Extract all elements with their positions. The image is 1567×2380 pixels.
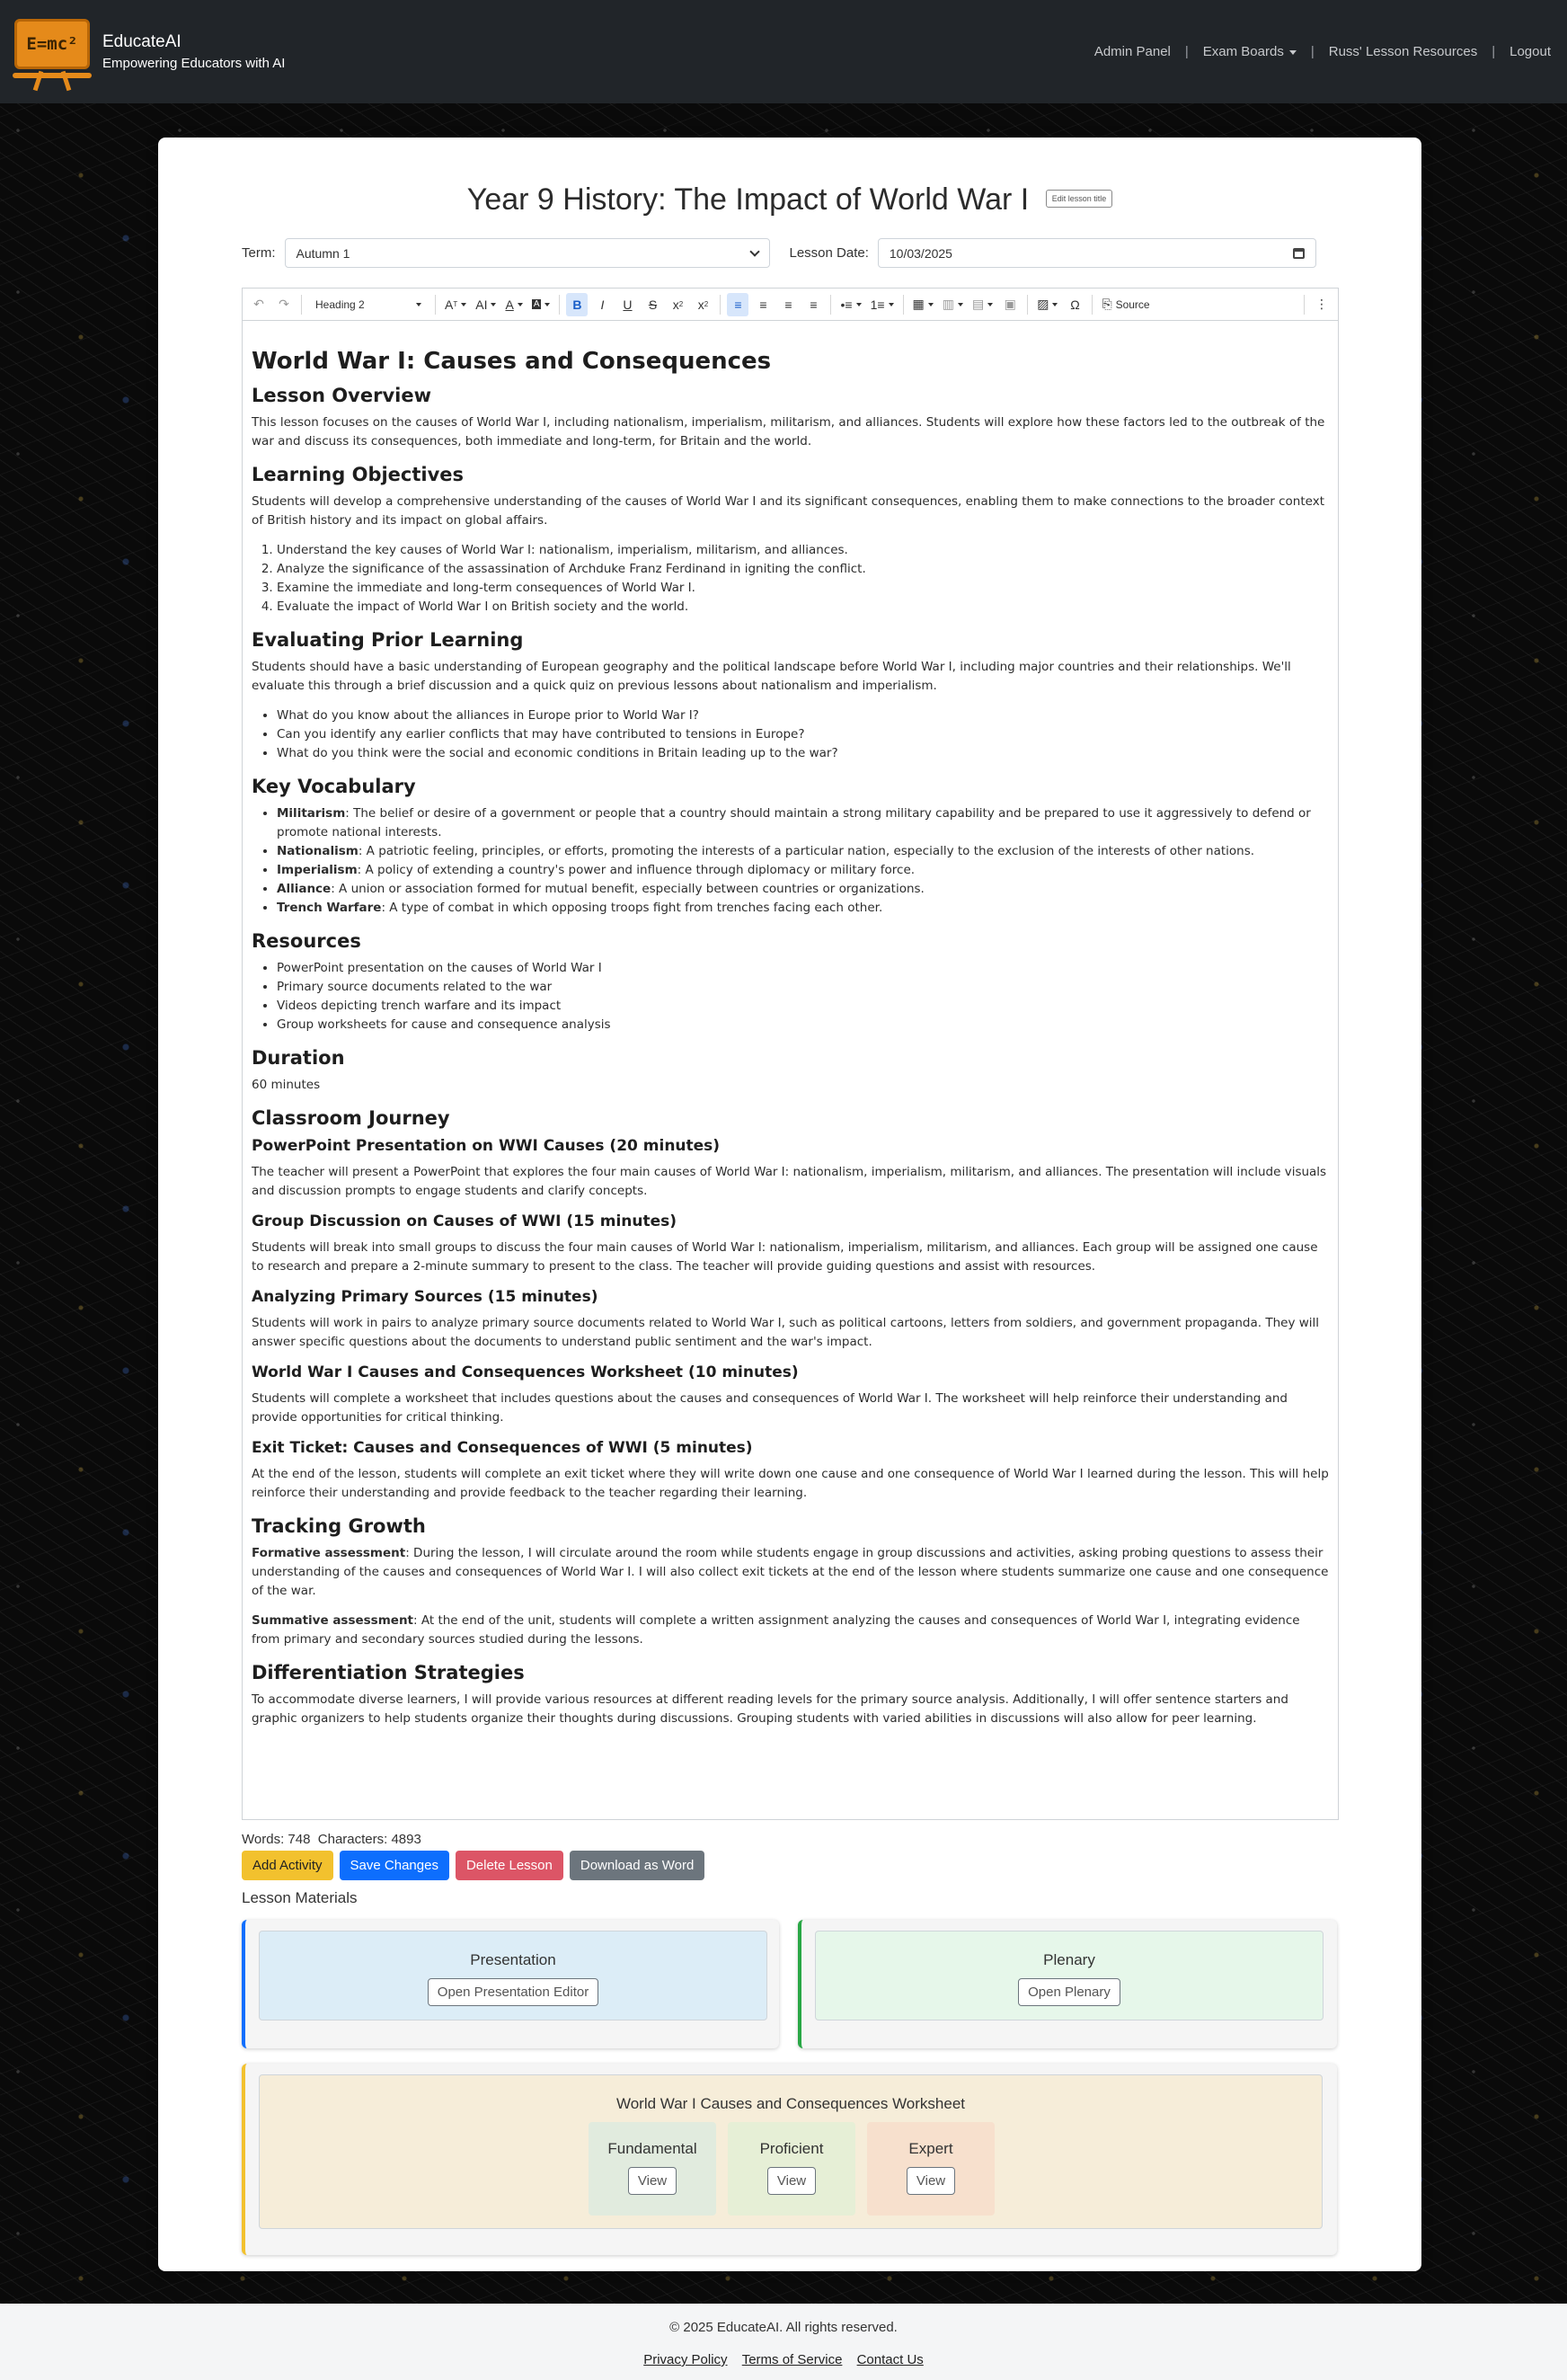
italic-icon[interactable]: I (600, 297, 605, 312)
delete-lesson-button[interactable]: Delete Lesson (456, 1851, 563, 1880)
lesson-materials-title: Lesson Materials (242, 1889, 358, 1906)
paragraph: Students will develop a comprehensive understanding of the causes of World War I and its significant consequences, enabling them to make connections to the broader context of British history and its impact on global affairs. (252, 494, 1324, 528)
brand[interactable] (13, 15, 285, 89)
vocabulary-list (277, 804, 1329, 918)
list-item: • Primary source documents related to the war (277, 978, 1329, 997)
paragraph: Students will complete a worksheet that includes questions about the causes and consequences of World War I. The worksheet will help reinforce their understanding and provide opportunities for critical thinking. (252, 1391, 1288, 1425)
assessment-term: Summative assessment (252, 1613, 414, 1628)
calendar-icon[interactable] (1293, 248, 1305, 259)
term-value: Autumn 1 (296, 245, 350, 261)
lesson-card (158, 138, 1421, 2271)
paragraph: To accommodate diverse learners, I will provide various resources at different reading levels for the primary source analysis. Additionally, I will offer sentence starters and graphic organizers to help students organize their thoughts during discussions. Grouping students with varied abilities in discussions will also allow for peer learning. (252, 1692, 1288, 1726)
action-buttons (242, 1851, 704, 1880)
paragraph (252, 1612, 1329, 1649)
view-fundamental-button[interactable]: View (628, 2167, 677, 2195)
section-heading: Classroom Journey (252, 1107, 450, 1129)
activity-heading: World War I Causes and Consequences Worksheet (10 minutes) (252, 1363, 799, 1381)
lesson-title: Year 9 History: The Impact of World War I (466, 182, 1030, 217)
level-fundamental (589, 2122, 716, 2216)
prior-questions-list (277, 706, 1329, 763)
paragraph: Students should have a basic understanding of European geography and the political landscape before World War I, including major countries and their relationships. We'll evaluate this through a brief discussion and a quick quiz on previous lessons about nationalism and imperialism. (252, 660, 1291, 693)
list-item (277, 899, 1329, 918)
section-heading: Lesson Overview (252, 385, 431, 406)
content-heading: World War I: Causes and Consequences (252, 348, 772, 375)
worksheet-card (242, 2064, 1337, 2255)
section-heading: Tracking Growth (252, 1515, 426, 1537)
redo-icon[interactable]: ↷ (279, 297, 289, 311)
vocab-definition: : A type of combat in which opposing troops fight from trenches facing each other. (381, 901, 883, 915)
section-heading: Key Vocabulary (252, 776, 416, 797)
view-expert-button[interactable]: View (907, 2167, 955, 2195)
nav-exam-boards-label: Exam Boards (1202, 44, 1284, 59)
assessment-text: : During the lesson, I will circulate around the room while students engage in group discussions and activities, asking probing questions to assess their understanding of the causes and consequences of World War I. I will also collect exit tickets at the end of the lesson where students summarize one cause and one consequence of the war. (252, 1546, 1329, 1598)
section-heading: Resources (252, 930, 361, 952)
background-color-icon[interactable]: A (529, 293, 553, 316)
heading-value: Heading 2 (315, 298, 365, 311)
special-characters-icon[interactable]: Ω (1070, 297, 1080, 312)
logo-text: E=mc² (14, 19, 90, 69)
nav-exam-boards[interactable] (1200, 44, 1300, 59)
word-count: Words: 748 Characters: 4893 (242, 1832, 421, 1847)
source-icon: ⎘ (1102, 297, 1112, 311)
list-item: 2. Analyze the significance of the assassination of Archduke Franz Ferdinand in igniting the conflict. (277, 560, 1329, 579)
merge-cells-icon[interactable]: ▣ (1004, 297, 1016, 311)
insert-image-icon[interactable]: ▨ (1034, 293, 1060, 316)
presentation-label: Presentation (470, 1951, 556, 1968)
vocab-definition: : A policy of extending a country's power and influence through diplomacy or military force. (357, 863, 916, 877)
list-item: • Videos depicting trench warfare and its impact (277, 997, 1329, 1016)
align-left-icon[interactable]: ≡ (727, 293, 748, 316)
paragraph: Students will break into small groups to discuss the four main causes of World War I: nationalism, imperialism, militarism, and alliances. Each group will be assigned one cause to research and prepare a 2-minute summary to present to the class. The teacher will provide guiding questions and assist with resources. (252, 1240, 1318, 1274)
vocab-term: Nationalism (277, 844, 359, 858)
align-right-icon[interactable]: ≡ (784, 297, 792, 312)
list-item (277, 861, 1329, 880)
assessment-term: Formative assessment (252, 1546, 406, 1560)
assessment-text: : At the end of the unit, students will complete a written assignment analyzing the causes and consequences of World War I, integrating evidence from primary and secondary sources studied during the lessons. (252, 1613, 1300, 1647)
align-center-icon[interactable]: ≡ (759, 297, 767, 312)
chalkboard-logo-icon (13, 15, 92, 89)
bold-icon[interactable]: B (566, 293, 588, 316)
paragraph: This lesson focuses on the causes of World War I, including nationalism, imperialism, militarism, and alliances. Students will explore how these factors led to the outbreak of the war and discuss its consequences, both immediate and long-term, for Britain and the world. (252, 415, 1325, 448)
date-value: 10/03/2025 (889, 245, 952, 261)
open-presentation-editor-button[interactable]: Open Presentation Editor (428, 1978, 598, 2006)
activity-heading: Exit Ticket: Causes and Consequences of WWI (5 minutes) (252, 1439, 753, 1457)
level-expert (867, 2122, 995, 2216)
terms-of-service-link[interactable]: Terms of Service (741, 2352, 843, 2367)
vocab-term: Alliance (277, 882, 332, 896)
contact-us-link[interactable]: Contact Us (856, 2352, 924, 2367)
nav-lesson-resources[interactable]: Russ' Lesson Resources (1328, 44, 1478, 59)
vocab-definition: : A union or association formed for mutual benefit, especially between countries or organizations. (331, 882, 925, 896)
numbered-list-icon[interactable]: 1≡ (868, 293, 897, 316)
level-label: Expert (908, 2140, 953, 2157)
strikethrough-icon[interactable]: S (648, 297, 658, 312)
table-icon[interactable]: ▦ (910, 293, 936, 316)
paragraph: At the end of the lesson, students will complete an exit ticket where they will write down one cause and one consequence of World War I learned during the lesson. This will help reinforce their understanding and provide feedback to the teacher regarding their learning. (252, 1467, 1329, 1500)
privacy-policy-link[interactable]: Privacy Policy (643, 2352, 728, 2367)
editor-content[interactable] (243, 321, 1338, 1728)
plenary-label: Plenary (1043, 1951, 1095, 1968)
activity-heading: Group Discussion on Causes of WWI (15 minutes) (252, 1212, 677, 1230)
vocab-term: Imperialism (277, 863, 358, 877)
term-select[interactable] (285, 238, 770, 268)
level-label: Fundamental (607, 2140, 697, 2157)
navbar (0, 0, 1567, 103)
section-heading: Learning Objectives (252, 464, 465, 485)
table-row-icon[interactable]: ▤ (969, 293, 996, 316)
edit-lesson-title-button[interactable]: Edit lesson title (1046, 190, 1113, 208)
list-item: • PowerPoint presentation on the causes of World War I (277, 959, 1329, 978)
editor-toolbar (243, 289, 1338, 321)
vocab-term: Trench Warfare (277, 901, 382, 915)
paragraph: 60 minutes (252, 1078, 321, 1092)
list-item: • Can you identify any earlier conflicts that may have contributed to tensions in Europe? (277, 725, 1329, 744)
add-activity-button[interactable]: Add Activity (242, 1851, 333, 1880)
list-item: 3. Examine the immediate and long-term consequences of World War I. (277, 579, 1329, 598)
font-size-icon[interactable]: A T (442, 293, 469, 316)
nav-links (1091, 44, 1554, 59)
section-heading: Differentiation Strategies (252, 1662, 525, 1683)
paragraph (252, 1544, 1329, 1601)
activity-heading: Analyzing Primary Sources (15 minutes) (252, 1288, 598, 1306)
brand-name: EducateAI (102, 32, 181, 51)
list-item: 1. Understand the key causes of World War I: nationalism, imperialism, militarism, and alliances. (277, 541, 1329, 560)
activity-heading: PowerPoint Presentation on WWI Causes (20 minutes) (252, 1137, 721, 1155)
list-item: • Group worksheets for cause and consequence analysis (277, 1016, 1329, 1035)
view-proficient-button[interactable]: View (767, 2167, 816, 2195)
nav-separator: | (1184, 44, 1189, 59)
level-label: Proficient (759, 2140, 824, 2157)
table-column-icon[interactable]: ▥ (940, 293, 966, 316)
copyright: © 2025 EducateAI. All rights reserved. (669, 2320, 898, 2335)
align-justify-icon[interactable]: ≡ (810, 297, 818, 312)
caret-down-icon (1289, 50, 1297, 55)
worksheet-title: World War I Causes and Consequences Worksheet (615, 2095, 966, 2112)
heading-dropdown[interactable] (308, 293, 429, 316)
term-label: Term: (242, 245, 276, 261)
font-family-icon[interactable]: AI (473, 293, 499, 316)
lesson-date-input[interactable] (878, 238, 1316, 268)
date-label: Lesson Date: (789, 245, 869, 261)
brand-tagline: Empowering Educators with AI (102, 56, 286, 71)
list-item (277, 804, 1329, 842)
level-proficient (728, 2122, 855, 2216)
chevron-down-icon (749, 246, 759, 256)
more-options-icon[interactable]: ⋮ (1315, 297, 1328, 311)
rich-text-editor[interactable] (242, 288, 1339, 1820)
open-plenary-button[interactable]: Open Plenary (1018, 1978, 1120, 2006)
vocab-term: Militarism (277, 806, 346, 821)
nav-admin-panel[interactable]: Admin Panel (1093, 44, 1171, 59)
list-item: 4. Evaluate the impact of World War I on British society and the world. (277, 598, 1329, 617)
subscript-icon[interactable]: x 2 (672, 297, 684, 312)
paragraph: The teacher will present a PowerPoint that explores the four main causes of World War I: nationalism, imperialism, militarism, and alliances. The presentation will include visuals and discussion prompts to engage students and clarify concepts. (252, 1165, 1327, 1198)
download-word-button[interactable]: Download as Word (570, 1851, 704, 1880)
presentation-card (242, 1920, 779, 2048)
nav-logout[interactable]: Logout (1509, 44, 1551, 59)
paragraph: Students will work in pairs to analyze primary source documents related to World War I, such as political cartoons, letters from soldiers, and government propaganda. They will answer specific questions about the documents to understand public sentiment and the war's impact. (252, 1316, 1320, 1349)
underline-icon[interactable]: U (623, 297, 633, 312)
vocab-definition: : The belief or desire of a government or people that a country should maintain a strong military capability and be prepared to use it aggressively to defend or promote national interests. (277, 806, 1311, 839)
nav-separator: | (1310, 44, 1315, 59)
source-button[interactable] (1099, 293, 1152, 316)
section-heading: Duration (252, 1047, 345, 1069)
source-label: Source (1115, 298, 1150, 311)
bulleted-list-icon[interactable]: •≡ (837, 293, 863, 316)
undo-icon[interactable]: ↶ (253, 297, 264, 311)
nav-separator: | (1492, 44, 1496, 59)
list-item (277, 880, 1329, 899)
list-item: • What do you think were the social and economic conditions in Britain leading up to the war? (277, 744, 1329, 763)
plenary-card (798, 1920, 1337, 2048)
superscript-icon[interactable]: x 2 (697, 297, 709, 312)
save-changes-button[interactable]: Save Changes (340, 1851, 449, 1880)
footer-links (0, 2352, 1567, 2367)
list-item: • What do you know about the alliances in Europe prior to World War I? (277, 706, 1329, 725)
list-item (277, 842, 1329, 861)
section-heading: Evaluating Prior Learning (252, 629, 524, 651)
footer (0, 2304, 1567, 2380)
resources-list (277, 959, 1329, 1035)
objectives-list (277, 541, 1329, 617)
font-color-icon[interactable]: A (502, 293, 525, 316)
vocab-definition: : A patriotic feeling, principles, or efforts, promoting the interests of a particular nation, especially to the exclusion of the interests of other nations. (358, 844, 1255, 858)
